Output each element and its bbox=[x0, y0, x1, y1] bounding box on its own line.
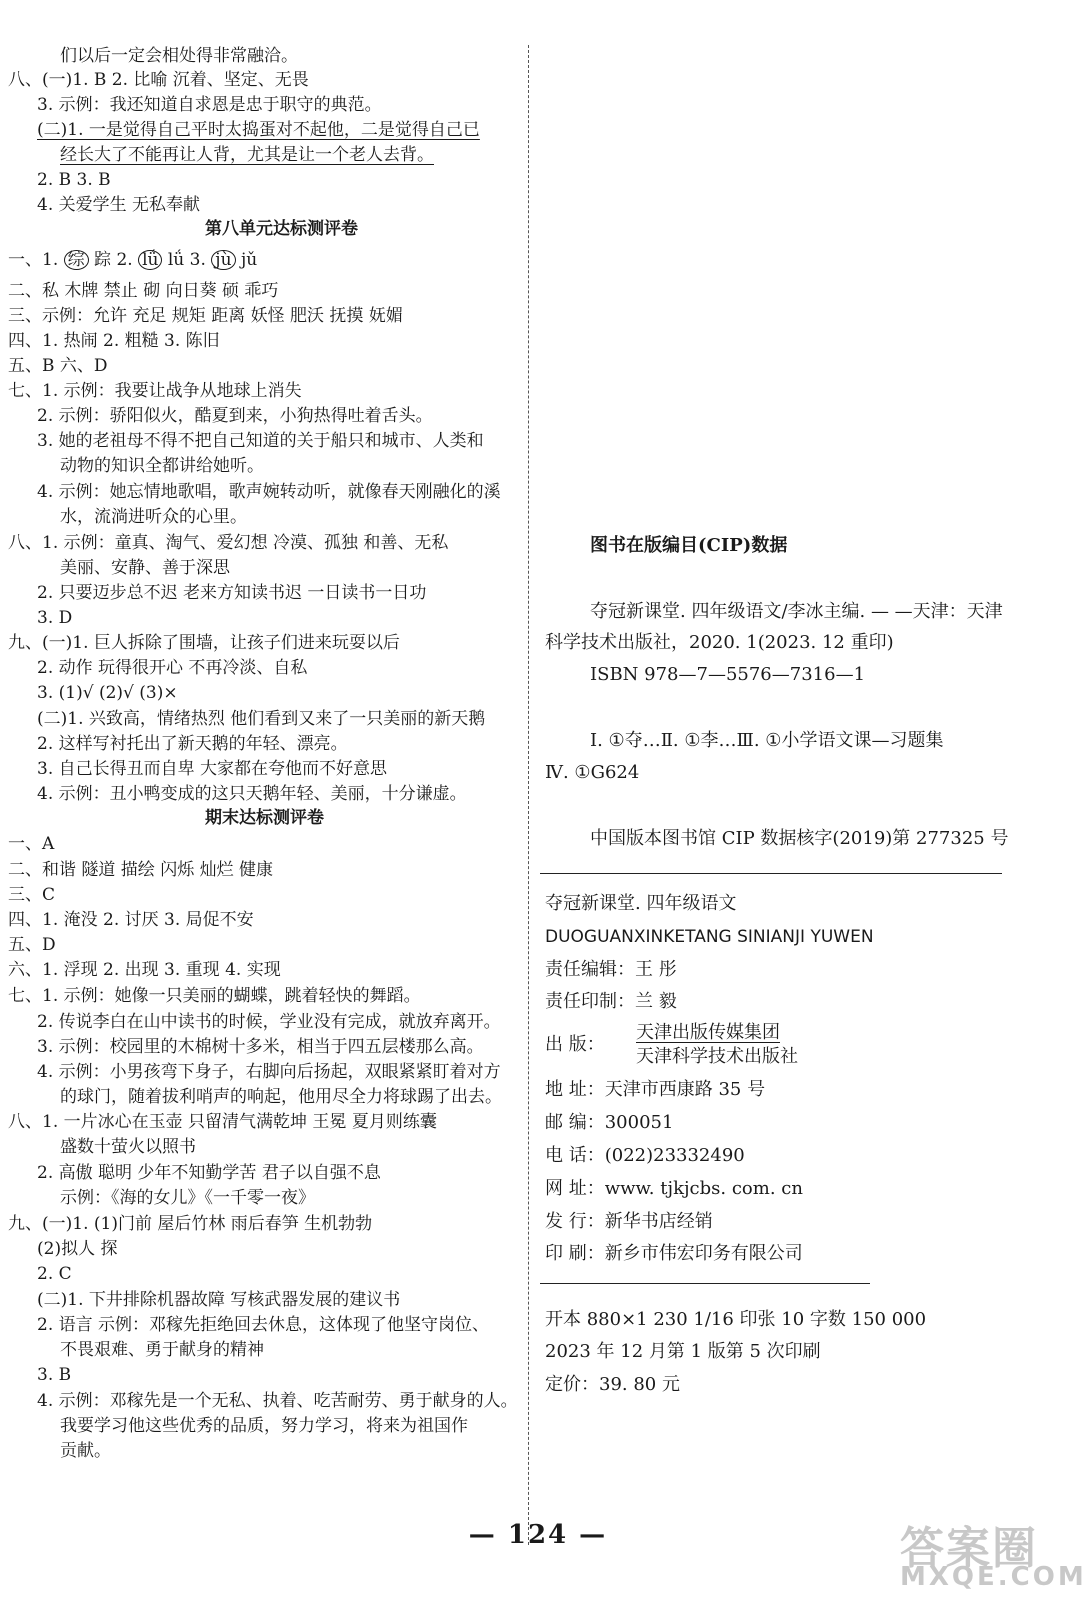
answer-line: 4. 关爱学生 无私奉献 bbox=[37, 195, 201, 215]
publisher: 天津科学技术出版社 bbox=[636, 1046, 798, 1067]
answer-line: 3. 示例：我还知道自求恩是忠于职守的典范。 bbox=[37, 95, 382, 115]
publisher-label: 出 版： bbox=[545, 1034, 605, 1055]
answer-line-circled: 一、1. 综 踪 2. lǘ lǘ 3. jù jǔ bbox=[8, 250, 258, 270]
circled-answer: 综 bbox=[64, 250, 89, 270]
answer-line: 3. 示例：校园里的木棉树十多米，相当于四五层楼那么高。 bbox=[37, 1037, 484, 1057]
watermark-logo bbox=[900, 1512, 1087, 1592]
circled-answer: jù bbox=[211, 250, 235, 270]
book-spec: 开本 880×1 230 1/16 印张 10 字数 150 000 bbox=[545, 1309, 927, 1330]
answer-line: 经长大了不能再让人背，尤其是让一个老人去背。 bbox=[60, 145, 434, 165]
answer-line: (二)1. 下井排除机器故障 写核武器发展的建议书 bbox=[37, 1290, 401, 1310]
answer-line: 八、1. 示例：童真、淘气、爱幻想 冷漠、孤独 和善、无私 bbox=[8, 533, 449, 553]
answer-line: 二、私 木牌 禁止 砌 向日葵 硕 乖巧 bbox=[8, 281, 279, 301]
answer-line: 2. 语言 示例：邓稼先拒绝回去休息，这体现了他坚守岗位、 bbox=[37, 1315, 490, 1335]
answer-line: 八、1. 一片冰心在玉壶 只留清气满乾坤 王冕 夏月则练囊 bbox=[8, 1112, 437, 1132]
answer-line: 4. 示例：她忘情地歌唱，歌声婉转动听，就像春天刚融化的溪 bbox=[37, 482, 501, 502]
price: 定价：39. 80 元 bbox=[545, 1374, 680, 1395]
watermark-text: 答案圈 bbox=[900, 1523, 1038, 1574]
answer-line: 五、B 六、D bbox=[8, 356, 108, 376]
watermark-text: MXQE.COM bbox=[900, 1562, 1087, 1592]
answer-line: 九、(一)1. 巨人拆除了围墙，让孩子们进来玩耍以后 bbox=[8, 633, 400, 653]
answer-line: 七、1. 示例：我要让战争从地球上消失 bbox=[8, 381, 302, 401]
answer-line: 一、A bbox=[8, 834, 55, 854]
rule-line bbox=[540, 873, 1002, 874]
printing-manager: 责任印制：兰 毅 bbox=[545, 991, 677, 1012]
answer-line: 美丽、安静、善于深思 bbox=[60, 558, 230, 578]
answer-line: 4. 示例：丑小鸭变成的这只天鹅年轻、美丽，十分谦虚。 bbox=[37, 784, 467, 804]
section-title: 第八单元达标测评卷 bbox=[205, 219, 358, 239]
cip-classification: Ⅳ. ①G624 bbox=[545, 762, 640, 783]
book-title: 夺冠新课堂. 四年级语文 bbox=[545, 893, 737, 914]
editor: 责任编辑：王 彤 bbox=[545, 959, 677, 980]
cip-heading: 图书在版编目(CIP)数据 bbox=[590, 535, 788, 556]
cip-number: 中国版本图书馆 CIP 数据核字(2019)第 277325 号 bbox=[590, 828, 1009, 849]
cip-classification: Ⅰ. ①夺…Ⅱ. ①李…Ⅲ. ①小学语文课—习题集 bbox=[590, 730, 944, 751]
answer-line: 3. 她的老祖母不得不把自己知道的关于船只和城市、人类和 bbox=[37, 431, 484, 451]
answer-line: 五、D bbox=[8, 935, 56, 955]
distributor: 发 行：新华书店经销 bbox=[545, 1211, 713, 1232]
answer-line: 3. (1)√ (2)√ (3)× bbox=[37, 683, 178, 703]
answer-line: 三、示例：允许 充足 规矩 距离 妖怪 肥沃 抚摸 妩媚 bbox=[8, 306, 403, 326]
page-number: — 124 — bbox=[468, 1520, 608, 1550]
address: 地 址：天津市西康路 35 号 bbox=[545, 1079, 766, 1100]
answer-line: 九、(一)1. (1)门前 屋后竹林 雨后春笋 生机勃勃 bbox=[8, 1214, 373, 1234]
answer-line: 2. 动作 玩得很开心 不再冷淡、自私 bbox=[37, 658, 308, 678]
answer-line: (二)1. 一是觉得自己平时太捣蛋对不起他，二是觉得自己已 bbox=[37, 120, 480, 140]
answer-line: 动物的知识全都讲给她听。 bbox=[60, 456, 264, 476]
answer-line: 不畏艰难、勇于献身的精神 bbox=[60, 1340, 264, 1360]
postcode: 邮 编：300051 bbox=[545, 1112, 674, 1133]
printer: 印 刷：新乡市伟宏印务有限公司 bbox=[545, 1243, 803, 1264]
answer-line: 水，流淌进听众的心里。 bbox=[60, 507, 247, 527]
website: 网 址：www. tjkjcbs. com. cn bbox=[545, 1178, 803, 1199]
rule-line bbox=[540, 1283, 870, 1284]
answer-line: 2. B 3. B bbox=[37, 170, 111, 190]
answer-line: 盛数十萤火以照书 bbox=[60, 1137, 196, 1157]
phone: 电 话：(022)23332490 bbox=[545, 1145, 745, 1166]
answer-line: 3. D bbox=[37, 608, 73, 628]
answer-line: 4. 示例：邓稼先是一个无私、执着、吃苦耐劳、勇于献身的人。 bbox=[37, 1391, 518, 1411]
answer-line: 贡献。 bbox=[60, 1441, 111, 1461]
answer-line: 们以后一定会相处得非常融洽。 bbox=[60, 46, 298, 66]
answer-line: 2. 高傲 聪明 少年不知勤学苦 君子以自强不息 bbox=[37, 1163, 381, 1183]
column-divider bbox=[528, 45, 529, 1545]
answer-line: 我要学习他这些优秀的品质，努力学习，将来为祖国作 bbox=[60, 1416, 468, 1436]
book-title-pinyin: DUOGUANXINKETANG SINIANJI YUWEN bbox=[545, 927, 874, 947]
answer-line: 2. 这样写衬托出了新天鹅的年轻、漂亮。 bbox=[37, 734, 348, 754]
circled-answer: lǘ bbox=[138, 250, 162, 270]
cip-description: 夺冠新课堂. 四年级语文/李冰主编. — —天津：天津 bbox=[590, 601, 1003, 622]
answer-line: 七、1. 示例：她像一只美丽的蝴蝶，跳着轻快的舞蹈。 bbox=[8, 986, 421, 1006]
answer-line: 2. 传说李白在山中读书的时候，学业没有完成，就放弃离开。 bbox=[37, 1012, 501, 1032]
answer-line: (2)拟人 探 bbox=[37, 1239, 118, 1259]
answer-line: 2. C bbox=[37, 1264, 72, 1284]
cip-isbn: ISBN 978—7—5576—7316—1 bbox=[590, 664, 866, 685]
answer-line: 三、C bbox=[8, 885, 56, 905]
answer-line: 2. 只要迈步总不迟 老来方知读书迟 一日读书一日功 bbox=[37, 583, 427, 603]
answer-line: 2. 示例：骄阳似火，酷夏到来，小狗热得吐着舌头。 bbox=[37, 406, 433, 426]
answer-line: 八、(一)1. B 2. 比喻 沉着、坚定、无畏 bbox=[8, 70, 309, 90]
answer-line: 四、1. 淹没 2. 讨厌 3. 局促不安 bbox=[8, 910, 254, 930]
answer-line: 四、1. 热闹 2. 粗糙 3. 陈旧 bbox=[8, 331, 220, 351]
cip-description: 科学技术出版社，2020. 1(2023. 12 重印) bbox=[545, 632, 894, 653]
answer-line: 4. 示例：小男孩弯下身子，右脚向后扬起，双眼紧紧盯着对方 bbox=[37, 1062, 501, 1082]
answer-line: 的球门，随着拔利哨声的响起，他用尽全力将球踢了出去。 bbox=[60, 1087, 502, 1107]
answer-line: 二、和谐 隧道 描绘 闪烁 灿烂 健康 bbox=[8, 860, 274, 880]
answer-line: 3. B bbox=[37, 1365, 72, 1385]
publisher-group: 天津出版传媒集团 bbox=[636, 1022, 780, 1043]
answer-line: 3. 自己长得丑而自卑 大家都在夸他而不好意思 bbox=[37, 759, 388, 779]
answer-line: 示例：《海的女儿》《一千零一夜》 bbox=[60, 1188, 315, 1208]
edition: 2023 年 12 月第 1 版第 5 次印刷 bbox=[545, 1341, 821, 1362]
answer-line: (二)1. 兴致高，情绪热烈 他们看到又来了一只美丽的新天鹅 bbox=[37, 709, 486, 729]
answer-line: 六、1. 浮现 2. 出现 3. 重现 4. 实现 bbox=[8, 960, 281, 980]
section-title: 期末达标测评卷 bbox=[205, 808, 324, 828]
